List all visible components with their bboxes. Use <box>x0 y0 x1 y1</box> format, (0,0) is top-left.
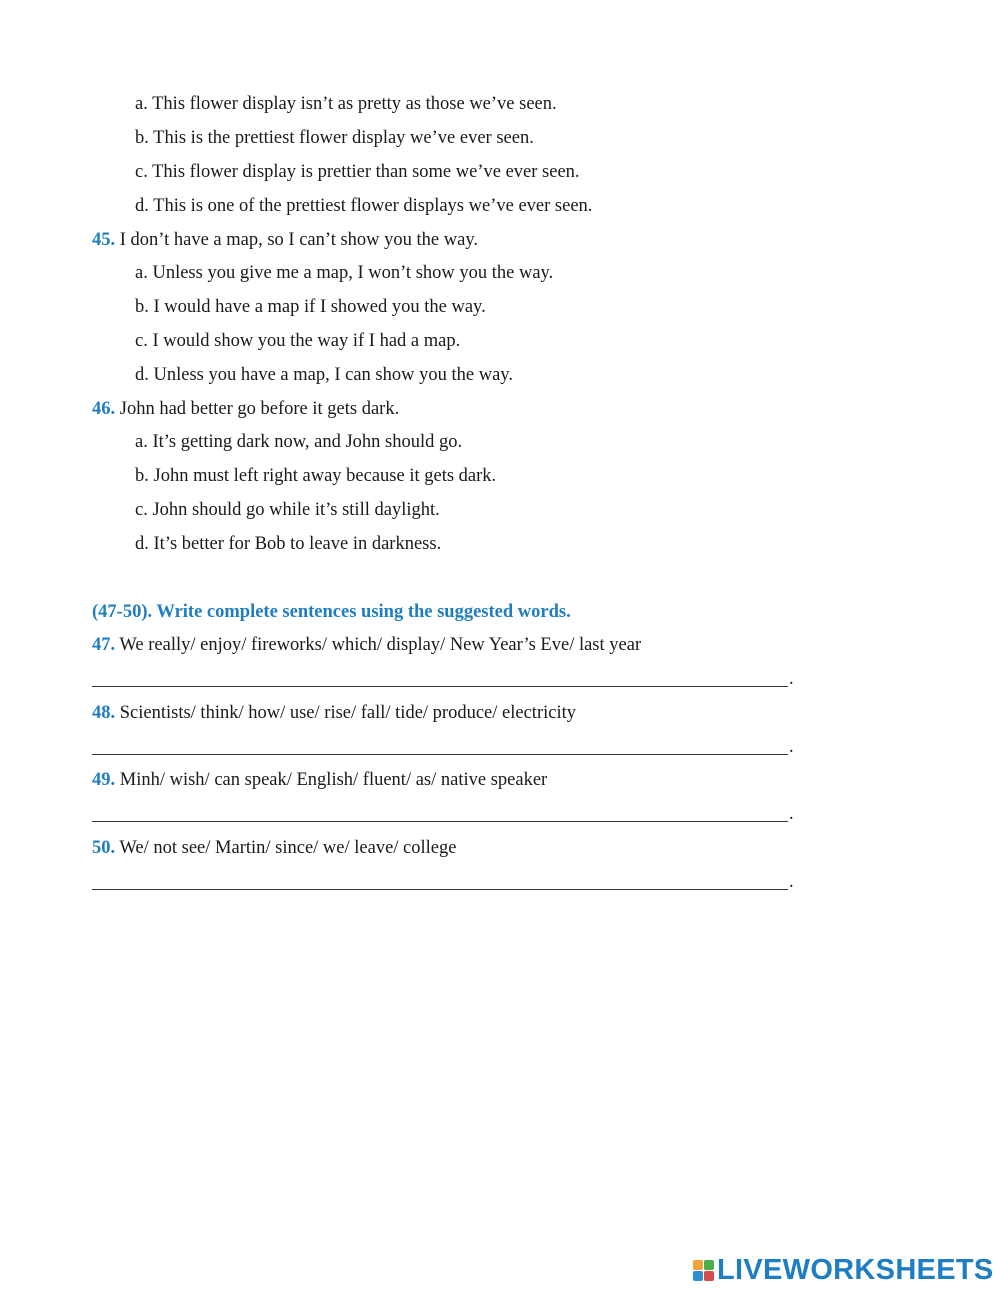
logo-square-2 <box>704 1260 714 1270</box>
q45-option-d[interactable]: d. Unless you have a map, I can show you the way. <box>135 365 513 385</box>
logo-square-3 <box>693 1271 703 1281</box>
logo-square-1 <box>693 1260 703 1270</box>
q45-prompt <box>92 229 478 251</box>
q50-prompt <box>92 837 456 859</box>
q47-prompt <box>92 634 641 656</box>
q46-text: John had better go before it gets dark. <box>119 399 400 419</box>
liveworksheets-logo[interactable] <box>693 1254 994 1286</box>
q50-period: . <box>789 872 794 892</box>
q49-answer-line[interactable] <box>92 799 788 822</box>
q45-option-b[interactable]: b. I would have a map if I showed you the way. <box>135 297 486 317</box>
q48-text: Scientists/ think/ how/ use/ rise/ fall/ tide/ produce/ electricity <box>119 703 576 723</box>
q47-number: 47. <box>92 635 116 655</box>
q50-answer-line[interactable] <box>92 867 788 890</box>
q47-answer-line[interactable] <box>92 664 788 687</box>
q45-option-a[interactable]: a. Unless you give me a map, I won’t show you the way. <box>135 263 554 283</box>
q46-option-c[interactable]: c. John should go while it’s still daylight. <box>135 500 440 520</box>
q47-text: We really/ enjoy/ fireworks/ which/ display/ New Year’s Eve/ last year <box>119 635 642 655</box>
q46-option-d[interactable]: d. It’s better for Bob to leave in darkness. <box>135 534 442 554</box>
q45-option-c[interactable]: c. I would show you the way if I had a map. <box>135 331 461 351</box>
q48-answer-line[interactable] <box>92 732 788 755</box>
q49-number: 49. <box>92 770 116 790</box>
q44-option-d[interactable]: d. This is one of the prettiest flower displays we’ve ever seen. <box>135 196 593 216</box>
section-title: (47-50). Write complete sentences using the suggested words. <box>92 602 571 622</box>
logo-text: LIVEWORKSHEETS <box>717 1253 994 1286</box>
q50-text: We/ not see/ Martin/ since/ we/ leave/ college <box>119 838 457 858</box>
q50-number: 50. <box>92 838 116 858</box>
q44-option-a[interactable]: a. This flower display isn’t as pretty as those we’ve seen. <box>135 94 557 114</box>
q46-option-b[interactable]: b. John must left right away because it gets dark. <box>135 466 497 486</box>
q44-option-c[interactable]: c. This flower display is prettier than some we’ve ever seen. <box>135 162 580 182</box>
logo-square-4 <box>704 1271 714 1281</box>
logo-mark-icon <box>693 1260 714 1281</box>
q46-number: 46. <box>92 399 116 419</box>
q46-prompt <box>92 398 399 420</box>
q49-text: Minh/ wish/ can speak/ English/ fluent/ as/ native speaker <box>119 770 548 790</box>
q44-option-b[interactable]: b. This is the prettiest flower display we’ve ever seen. <box>135 128 534 148</box>
q46-option-a[interactable]: a. It’s getting dark now, and John should go. <box>135 432 463 452</box>
q49-period: . <box>789 804 794 824</box>
q45-number: 45. <box>92 230 116 250</box>
q48-prompt <box>92 702 576 724</box>
q48-period: . <box>789 737 794 757</box>
q49-prompt <box>92 769 547 791</box>
q47-period: . <box>789 669 794 689</box>
q48-number: 48. <box>92 703 116 723</box>
q45-text: I don’t have a map, so I can’t show you the way. <box>119 230 479 250</box>
